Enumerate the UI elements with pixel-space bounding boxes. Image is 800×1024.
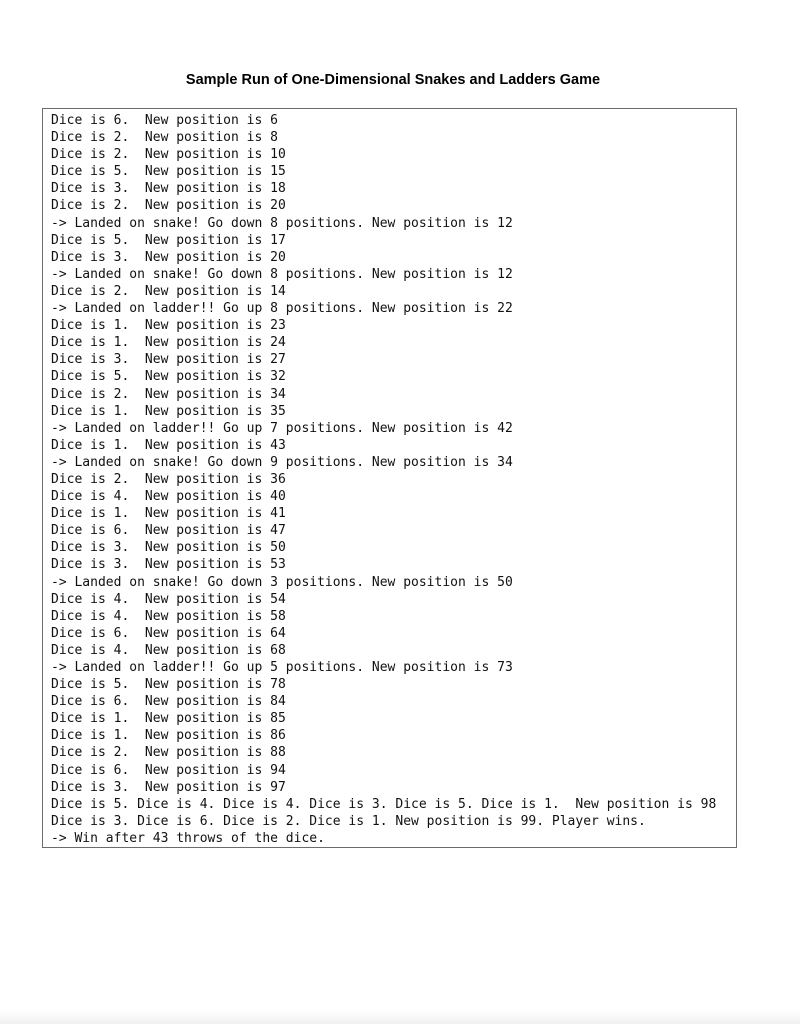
output-line: Dice is 1. New position is 85: [51, 711, 286, 727]
output-line: Dice is 4. New position is 54: [51, 591, 286, 607]
output-line: Dice is 4. New position is 58: [51, 608, 286, 624]
output-line: -> Landed on snake! Go down 3 positions. New position is 50: [51, 574, 513, 590]
output-line: Dice is 5. New position is 17: [51, 232, 286, 248]
output-line: Dice is 6. New position is 84: [51, 694, 286, 710]
output-line: Dice is 3. New position is 53: [51, 557, 286, 573]
output-line: -> Landed on ladder!! Go up 8 positions. New position is 22: [51, 301, 513, 317]
output-line: Dice is 2. New position is 88: [51, 745, 286, 761]
output-line: Dice is 2. New position is 36: [51, 471, 286, 487]
output-line: Dice is 6. New position is 64: [51, 625, 286, 641]
page-title: Sample Run of One-Dimensional Snakes and Ladders Game: [185, 72, 601, 88]
output-line: Dice is 6. New position is 6: [51, 113, 278, 128]
output-line: Dice is 6. New position is 47: [51, 523, 286, 539]
output-line: -> Landed on ladder!! Go up 7 positions. New position is 42: [51, 420, 513, 436]
output-line: -> Landed on ladder!! Go up 5 positions. New position is 73: [51, 660, 513, 675]
output-line: Dice is 3. New position is 50: [51, 540, 286, 556]
output-line: Dice is 3. New position is 27: [51, 352, 286, 368]
output-line: -> Landed on snake! Go down 8 positions. New position is 12: [51, 266, 513, 282]
output-lines: [51, 112, 736, 847]
output-line: Dice is 4. New position is 68: [51, 642, 286, 658]
output-line: Dice is 2. New position is 20: [51, 198, 286, 214]
output-line: Dice is 1. New position is 24: [51, 335, 286, 351]
output-line: Dice is 1. New position is 35: [51, 403, 286, 419]
page-bottom-edge: [0, 1010, 800, 1024]
output-line: Dice is 5. Dice is 4. Dice is 4. Dice is 3. Dice is 5. Dice is 1. New position is 98: [51, 796, 717, 812]
output-line: Dice is 3. Dice is 6. Dice is 2. Dice is 1. New position is 99. Player wins.: [51, 813, 646, 829]
output-line: Dice is 6. New position is 94: [51, 762, 286, 778]
output-line: -> Landed on snake! Go down 9 positions. New position is 34: [51, 454, 513, 470]
output-line: Dice is 4. New position is 40: [51, 489, 286, 505]
output-line: Dice is 5. New position is 78: [51, 677, 286, 693]
output-line: Dice is 3. New position is 97: [51, 779, 286, 795]
output-line: Dice is 2. New position is 14: [51, 283, 286, 299]
output-line: Dice is 2. New position is 8: [51, 130, 278, 146]
output-line: Dice is 1. New position is 86: [51, 728, 286, 744]
output-line: Dice is 2. New position is 10: [51, 147, 286, 163]
output-line: -> Landed on snake! Go down 8 positions. New position is 12: [51, 215, 513, 231]
output-line: -> Win after 43 throws of the dice.: [51, 830, 325, 846]
output-line: Dice is 2. New position is 34: [51, 386, 286, 402]
output-line: Dice is 1. New position is 43: [51, 437, 286, 453]
output-line: Dice is 3. New position is 20: [51, 249, 286, 265]
sample-run-output-box: [42, 108, 737, 848]
output-line: Dice is 5. New position is 15: [51, 164, 286, 180]
output-line: Dice is 3. New position is 18: [51, 181, 286, 197]
output-line: Dice is 1. New position is 23: [51, 318, 286, 334]
output-line: Dice is 5. New position is 32: [51, 369, 286, 385]
output-line: Dice is 1. New position is 41: [51, 506, 286, 522]
